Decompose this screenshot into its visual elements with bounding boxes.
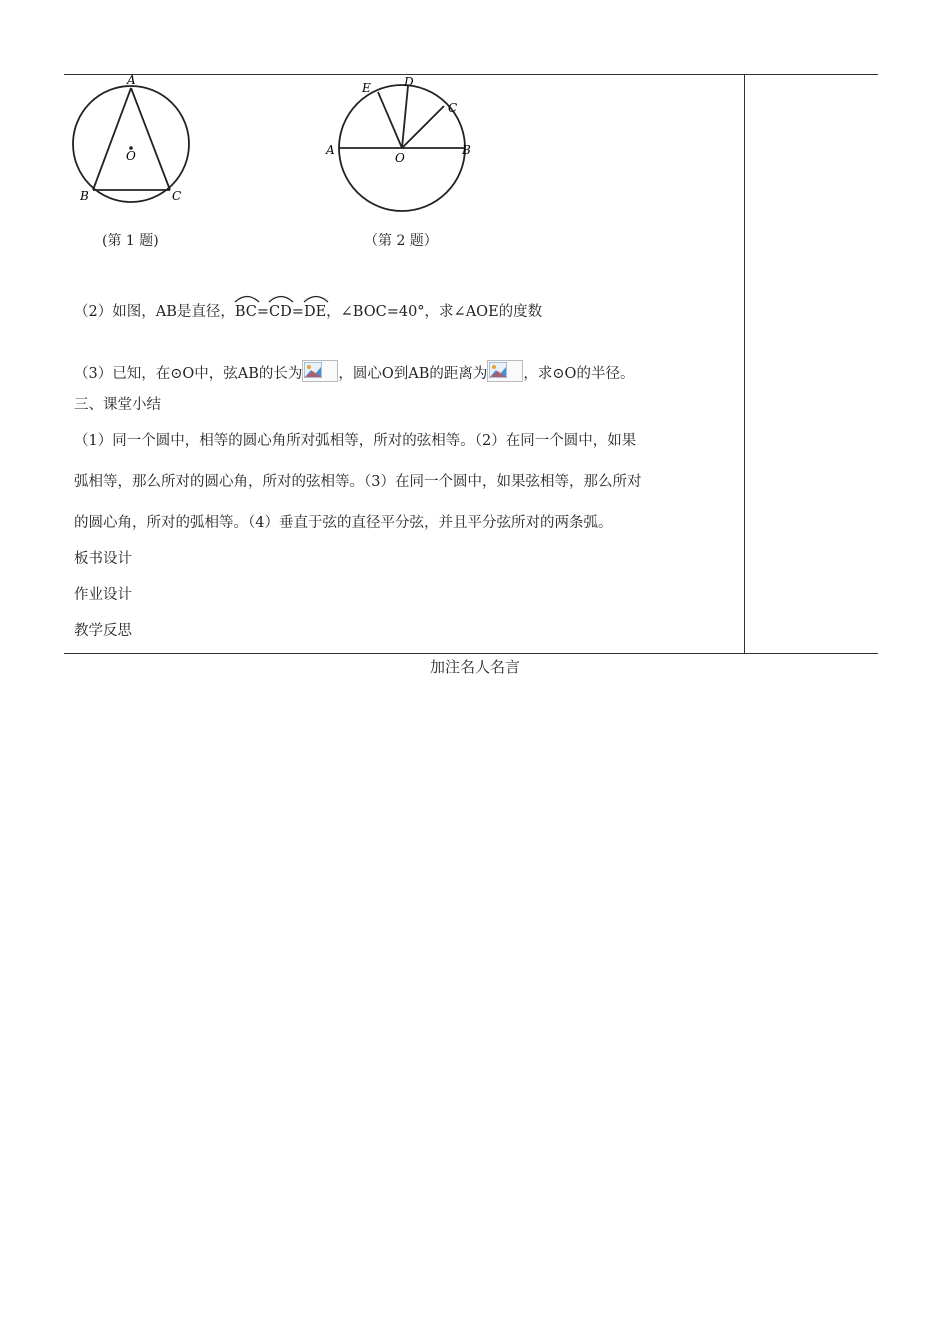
fig2-label-c: C: [448, 101, 458, 115]
figure-1-caption: (第 1 题): [102, 233, 159, 249]
question-2: [74, 302, 542, 322]
summary-heading: 三、课堂小结: [74, 397, 161, 413]
fig1-label-b: B: [80, 189, 89, 203]
section-board-design: 板书设计: [74, 551, 132, 567]
summary-line-1: （1）同一个圆中，相等的圆心角所对弧相等，所对的弦相等。（2）在同一个圆中，如果: [74, 433, 637, 449]
q2-eq1: =: [256, 304, 270, 320]
arc-bc: BC: [235, 302, 257, 322]
question-3: [74, 360, 634, 384]
q2-suffix: ，∠BOC=40°，求∠AOE的度数: [326, 304, 543, 320]
table-bottom-border: [64, 653, 878, 654]
q3-suffix: ，求⊙O的半径。: [523, 366, 635, 382]
q3-prefix: （3）已知，在⊙O中，弦AB的长为: [74, 366, 303, 382]
fig1-label-c: C: [172, 189, 182, 203]
broken-image-icon: [487, 360, 523, 382]
q2-eq2: =: [291, 304, 304, 320]
fig2-label-e: E: [362, 81, 371, 95]
figure-2-caption: （第 2 题）: [364, 233, 438, 249]
fig1-label-a: A: [127, 73, 136, 87]
section-teaching-reflection: 教学反思: [74, 623, 132, 639]
fig2-label-a: A: [326, 143, 335, 157]
section-homework-design: 作业设计: [74, 587, 132, 603]
footer-note: 加注名人名言: [429, 658, 520, 676]
figure-1-circle-triangle: [66, 72, 198, 208]
summary-line-3: 的圆心角，所对的弧相等。（4）垂直于弦的直径平分弦，并且平分弦所对的两条弧。: [74, 515, 613, 531]
q2-prefix: （2）如图，AB是直径，: [74, 304, 235, 320]
arc-cd: CD: [269, 302, 292, 322]
summary-line-2: 弧相等，那么所对的圆心角，所对的弦相等。（3）在同一个圆中，如果弦相等，那么所对: [74, 474, 642, 490]
table-column-divider: [744, 74, 745, 654]
figure-2-circle-radii: [322, 72, 482, 212]
fig2-label-d: D: [404, 75, 414, 89]
fig1-label-o: O: [126, 149, 136, 163]
broken-image-icon: [302, 360, 338, 382]
arc-de: DE: [304, 302, 326, 322]
q3-mid: ，圆心O到AB的距离为: [338, 366, 488, 382]
fig2-label-b: B: [462, 143, 471, 157]
fig2-label-o: O: [395, 151, 405, 165]
